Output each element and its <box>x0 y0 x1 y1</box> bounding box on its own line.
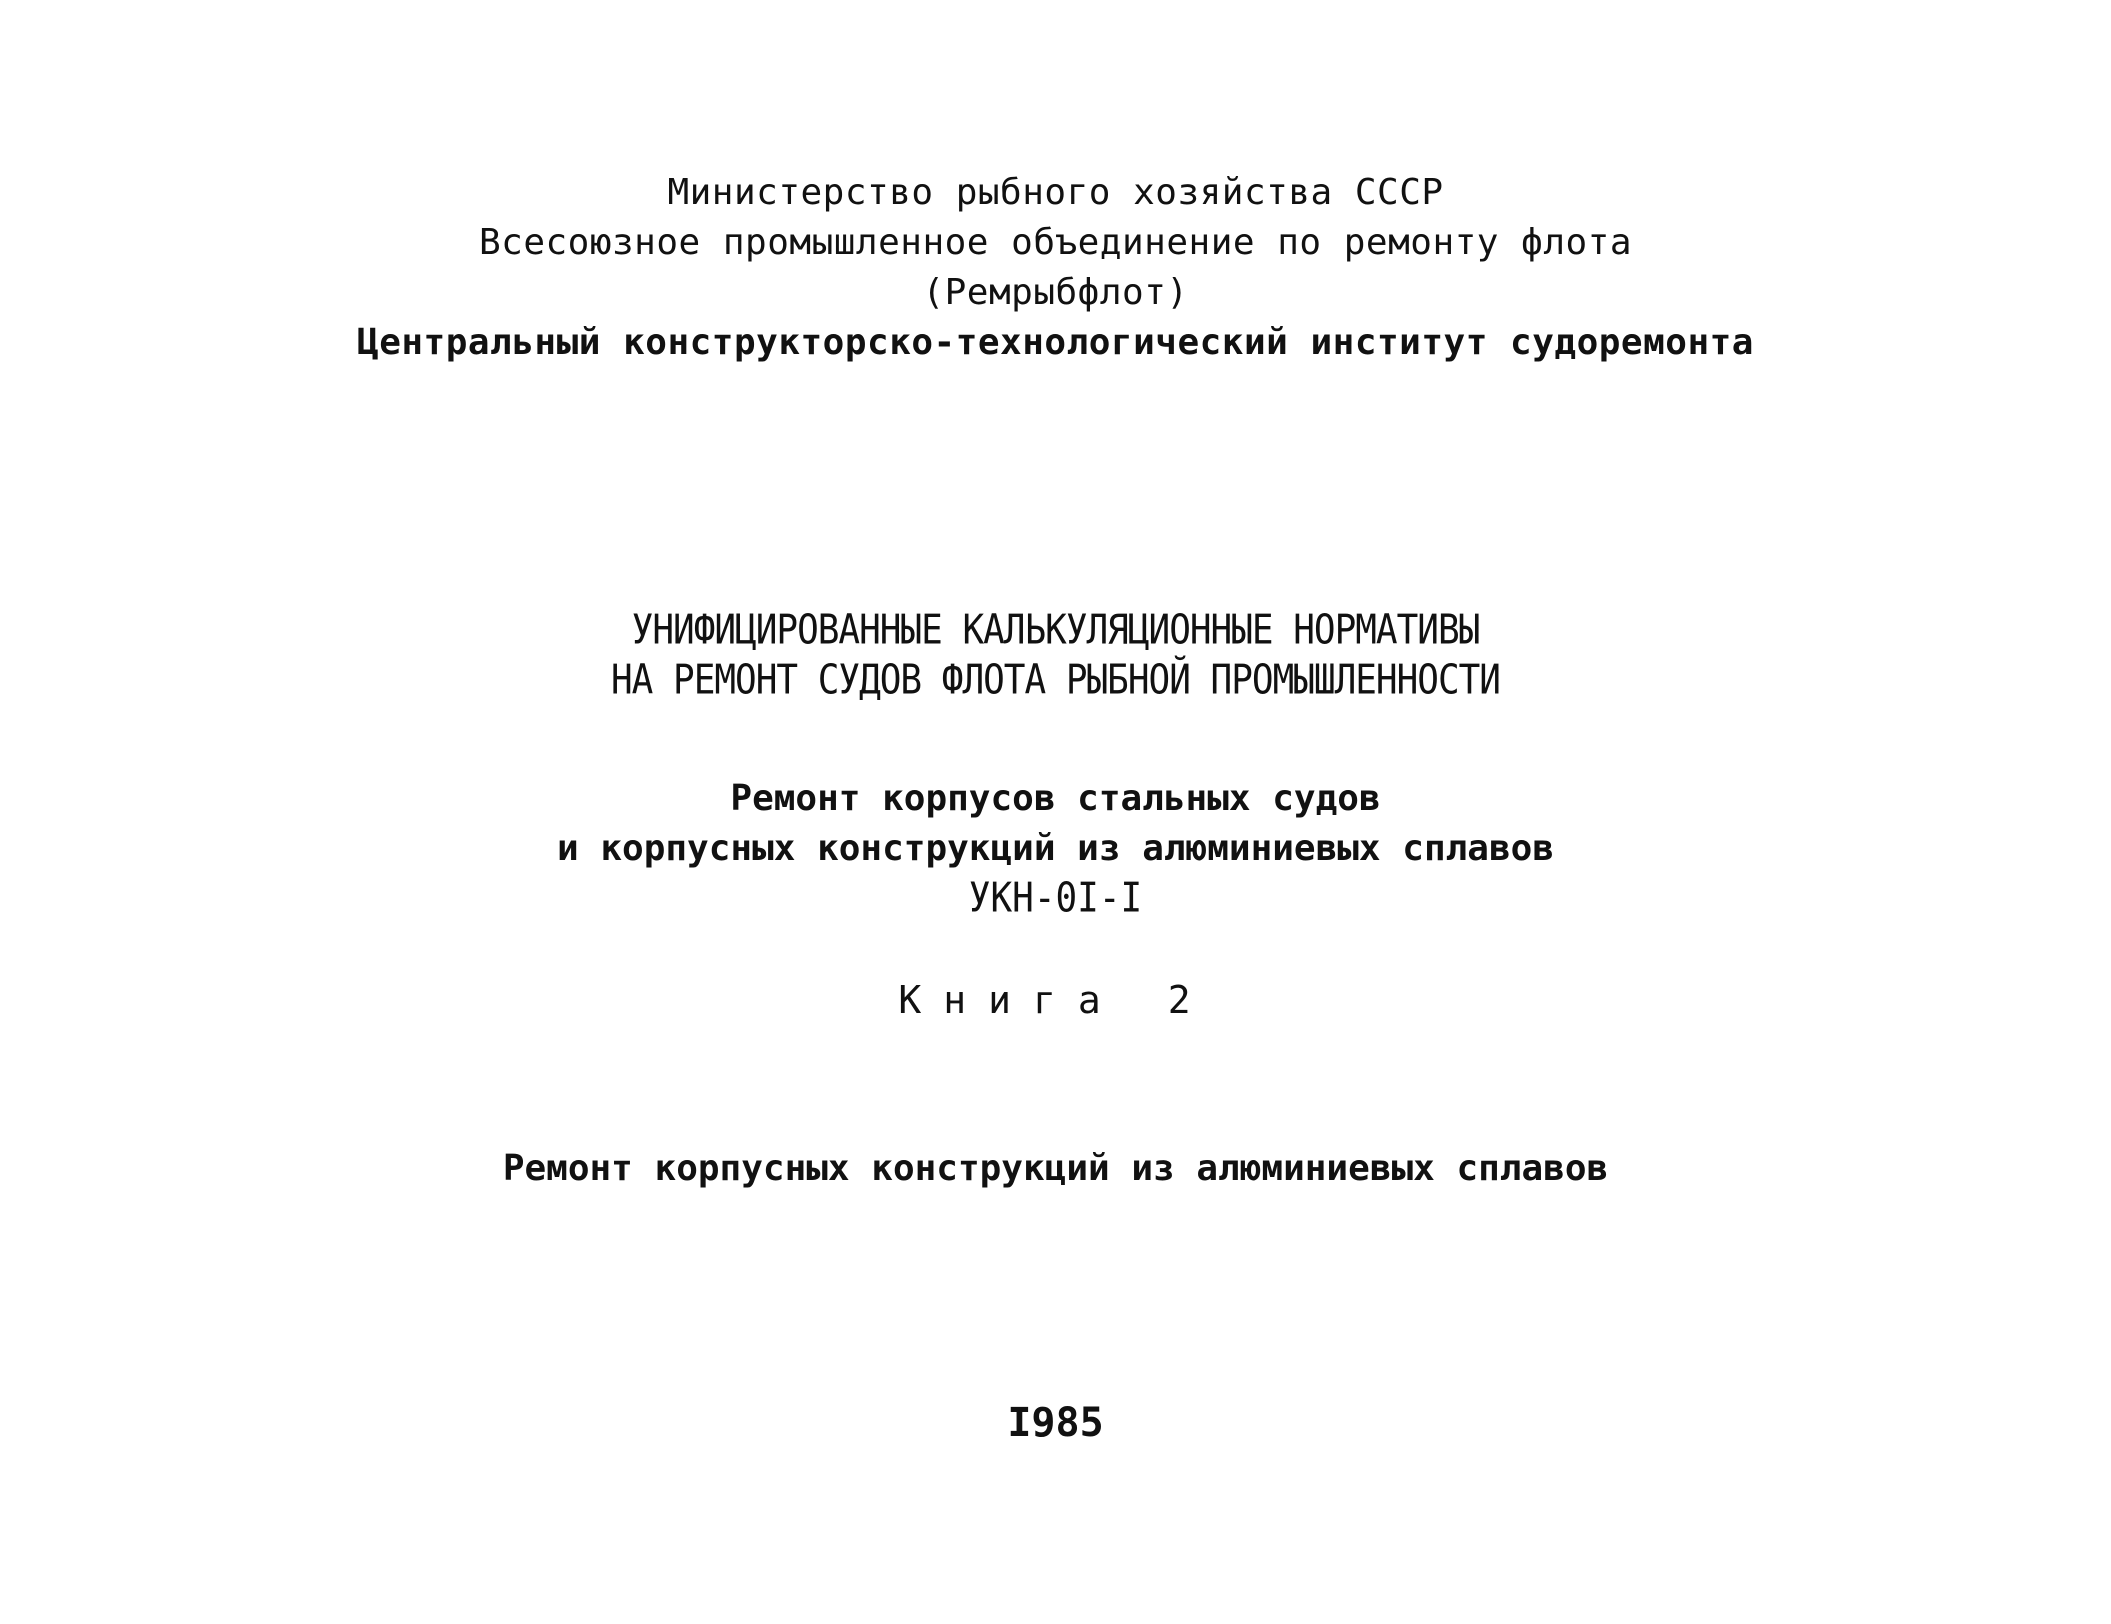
subtitle-line-2: и корпусных конструкций из алюминиевых сплавов <box>557 828 1554 869</box>
subtitle-line-1: Ремонт корпусов стальных судов <box>730 778 1381 819</box>
title-line-2: НА РЕМОНТ СУДОВ ФЛОТА РЫБНОЙ ПРОМЫШЛЕННОСТИ <box>611 656 1500 705</box>
book-label: Книга <box>898 978 1123 1022</box>
institute-line: Центральный конструкторско-технологический институт судоремонта <box>357 322 1754 363</box>
book-number: 2 <box>1167 978 1213 1022</box>
title-line-1: УНИФИЦИРОВАННЫЕ КАЛЬКУЛЯЦИОННЫЕ НОРМАТИВЫ <box>631 606 1480 655</box>
ministry-line: Министерство рыбного хозяйства СССР <box>667 172 1444 213</box>
book-line <box>0 978 2111 1022</box>
subtitle-code: УКН-0I-I <box>968 874 1143 923</box>
association-line: Всесоюзное промышленное объединение по ремонту флота <box>478 222 1633 263</box>
year: I985 <box>1007 1400 1104 1446</box>
part-title: Ремонт корпусных конструкций из алюминиевых сплавов <box>502 1148 1609 1189</box>
association-short-line: (Ремрыбфлот) <box>922 272 1189 313</box>
